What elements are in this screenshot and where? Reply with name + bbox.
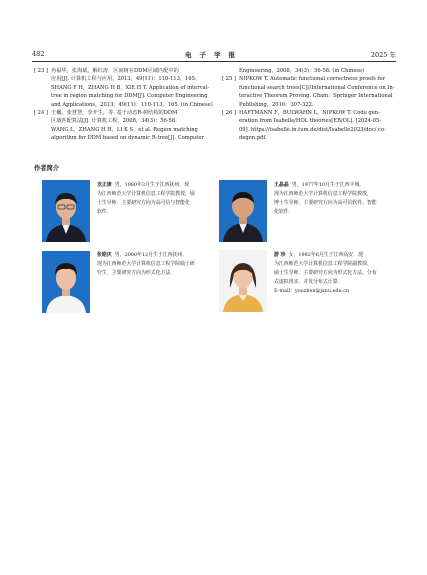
journal-year: 2025 年 [370, 51, 396, 59]
bio-line: 为江西师范大学计算机信息工程学院副教授、 [274, 261, 372, 267]
running-header [32, 50, 396, 60]
reference-line: teractive Theorem Proving. Cham：Springer International [239, 93, 393, 100]
author-name: 张皓庆 [97, 252, 112, 258]
author-email: E-mail：youzhen@jxnu.edu.cn [274, 288, 350, 294]
author-name: 游 珍 [274, 252, 286, 258]
author-name: 龙正康 [97, 182, 112, 188]
reference-item [222, 67, 398, 75]
author-bio [97, 181, 211, 217]
reference-number: [ 23 ] [34, 68, 48, 74]
reference-line: tree in region matching for DDM[J]. Computer Engineering [51, 93, 208, 100]
reference-item [34, 109, 210, 143]
journal-title: 电子学报 [185, 51, 243, 59]
bio-line: 女，1982年6月生于江西高安．现 [288, 252, 363, 258]
author-bio [274, 251, 388, 296]
author-photo [219, 250, 267, 312]
reference-line: algorithm for DDM based on dynamic R-tree[J]. Computer [51, 135, 204, 142]
reference-line: 09]. https://isabelle.in.tum.de/dist/Isabelle2023/doc/ co- [239, 126, 386, 133]
reference-line: HAFTMANN F，BULWAHN L，NIPKOW T. Code gen- [239, 110, 380, 117]
bio-line: 式虚拟现实、并发分布式计算． [274, 279, 343, 285]
bio-line: 男，2000年12月生于江西抚州． [114, 252, 188, 258]
reference-line: 王巍，张慧慧，李开生，等. 基于动态R-树结构的DDM [51, 110, 178, 117]
reference-line: SHANG F H，ZHANG H B，XIE H T. Application of interval- [51, 84, 210, 91]
bio-line: 化软件． [274, 209, 294, 215]
author-photo [42, 180, 90, 242]
reference-line: functional search trees[C]//International Conference on In- [239, 84, 395, 91]
bio-line: 为江西师范大学计算机信息工程学院教授，硕 [97, 191, 195, 197]
references-right-column [222, 67, 398, 143]
bio-line: 博士生导师．主要研究方向为高可信软件、智能 [274, 200, 377, 206]
reference-line: Publishing，2016：307-322. [239, 101, 314, 108]
reference-line: 冉福华，张海斌，解红涛．区间树在DDM区域匹配中的 [51, 68, 179, 74]
bio-line: 软件． [97, 209, 112, 215]
reference-line: Engineering，2008，34(3)：56-58. (in Chinese) [239, 68, 365, 74]
bio-line: 男，1980年3月生于江西抚州．现 [114, 182, 190, 188]
reference-line: WANG L，ZHANG H H，LI K S，et al. Region matching [51, 126, 198, 133]
bio-line: 现为江西师范大学计算机信息工程学院教授， [274, 191, 372, 197]
reference-line: 区域匹配算法[J]. 计算机工程，2008，34(3)：56-58. [51, 118, 177, 125]
reference-item [222, 109, 398, 143]
references-left-column [34, 67, 213, 143]
author-bio [97, 251, 211, 278]
author-name: 王晶晶 [274, 182, 289, 188]
reference-number: [ 25 ] [222, 76, 236, 83]
authors-section-title: 作者简介 [34, 165, 60, 172]
page-number: 482 [32, 50, 45, 58]
reference-line: degen.pdf. [239, 135, 267, 142]
bio-line: 硕士生导师．主要研究方向为形式化方法、分布 [274, 270, 377, 276]
bio-line: 现为江西师范大学计算机信息工程学院硕士研 [97, 261, 195, 267]
header-rule [32, 61, 396, 62]
bio-line: 究生．主要研究方向为形式化方法． [97, 270, 176, 276]
bio-line: 男，1977年10月生于江西丰城． [291, 182, 365, 188]
bio-line: 士生导师．主要研究方向为高可信与智能化 [97, 200, 190, 206]
author-photo [42, 251, 90, 313]
author-bio [274, 181, 388, 217]
author-photo [219, 180, 267, 242]
reference-item [34, 67, 213, 109]
reference-number: [ 26 ] [222, 110, 236, 117]
reference-item [222, 75, 398, 109]
reference-line: eration from Isabelle/HOL theories[EB/OL]. [2024-05- [239, 118, 382, 125]
reference-line: NIPKOW T. Automatic functional correctness proofs for [239, 76, 385, 83]
reference-line: 应用[J]. 计算机工程与应用，2013，49(11)：110-113，165. [51, 76, 197, 83]
reference-line: and Applications，2013，49(11)：110-113，165. (in Chinese) [51, 101, 213, 108]
reference-number: [ 24 ] [34, 110, 48, 117]
